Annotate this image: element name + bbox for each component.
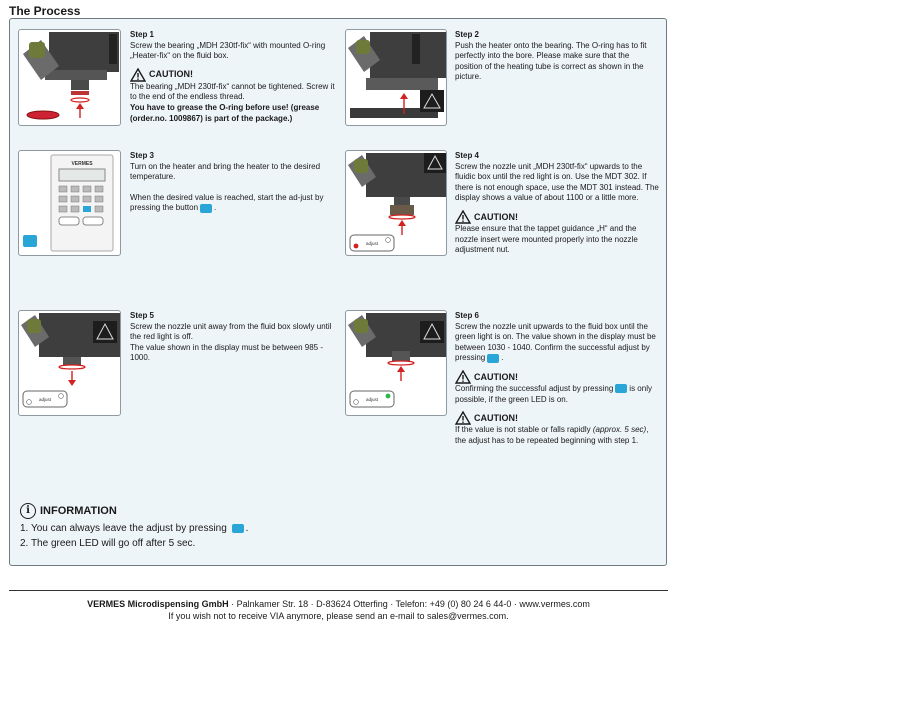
step6-caution2-text-b: , the adjust has to be repeated beginning with step 1. (455, 425, 649, 445)
step4-heading: Step 4 (455, 151, 480, 160)
step1-caution-label: CAUTION! (149, 69, 193, 80)
adjust-label: adjust (365, 241, 379, 246)
step4-text: Screw the nozzle unit „MDH 230tf-fix“ upwards to the fluidic box until the red light is on. Use the MDT 302. If there is not enough space, use the MDT 301 instead. The display shows a value of about 1100 or a little more. (455, 161, 659, 203)
step4 (455, 151, 661, 256)
adjust-label: adjust (38, 397, 52, 402)
step3-text2: When the desired value is reached, start the ad-just by pressing the button (130, 192, 324, 213)
step4-caution (455, 210, 661, 224)
step6-caution (455, 370, 661, 384)
footer (9, 598, 668, 622)
footer-unsubscribe: If you wish not to receive VIA anymore, please send an e-mail to sales@vermes.com. (168, 611, 509, 621)
step4-caution-text: Please ensure that the tappet guidance „H“ and the nozzle insert were mounted properly into the nozzle adjustment nut. (455, 223, 638, 255)
step2 (455, 30, 659, 83)
step1-image (18, 29, 121, 126)
step1-caution-bold: You have to grease the O-ring before use! (grease (order.no. 1009867) is part of the package.) (130, 102, 320, 123)
page-title: The Process (9, 4, 81, 18)
step4-caution-label: CAUTION! (474, 211, 518, 222)
step6-text: Screw the nozzle unit upwards to the fluid box until the green light is on. The value shown in the display must be between 1030 - 1040. Confirm the successful adjust by pressing (455, 321, 656, 363)
warning-icon (455, 370, 471, 384)
step6-caution2-italic: (approx. 5 sec) (592, 425, 647, 435)
info-line2: 2. The green LED will go off after 5 sec. (20, 538, 196, 549)
step3: Step 3 Turn on the heater and bring the heater to the desired temperature. When the desired value is reached, start the ad-just by pressing the button . (130, 151, 336, 214)
step3-heading: Step 3 (130, 151, 155, 160)
warning-icon (455, 210, 471, 224)
info-line1: 1. You can always leave the adjust by pressing (20, 523, 227, 534)
step5-heading: Step 5 (130, 311, 155, 320)
step2-text: Push the heater onto the bearing. The O-ring has to fit perfectly into the bore. Please make sure that the position of the heating tube is correct as shown in the picture. (455, 40, 647, 82)
step1-caution (130, 68, 336, 82)
step5-image (18, 310, 121, 416)
step6-caution-text-a: Confirming the successful adjust by pressing (455, 383, 614, 393)
step1-caution-text: The bearing „MDH 230tf-fix“ cannot be tightened. Screw it to the end of the endless thread. (130, 81, 335, 102)
information-section (20, 503, 248, 549)
step1 (130, 30, 336, 124)
step6-caution-label: CAUTION! (474, 371, 518, 382)
step6: Step 6 Screw the nozzle unit upwards to the fluid box until the green light is on. The value shown in the display must be between 1030 - 1040. Confirm the successful adjust by pressing . CAUTION! Confirming the successful adjust by pressing is only possible, if the green LED is on. CAUTION! If the value is not stable or falls rapidly (approx. 5 sec), the adjust has to be repeated beginning with step 1. (455, 311, 661, 446)
step6-caution-text-b: is only possible, if the green LED is on. (455, 383, 652, 404)
step6-image (345, 310, 447, 416)
adj-button-icon (200, 204, 212, 213)
info-icon: i (20, 503, 36, 519)
step3-text: Turn on the heater and bring the heater to the desired temperature. (130, 161, 321, 182)
warning-icon (130, 68, 146, 82)
adjust-label: adjust (365, 397, 379, 402)
device-brand: VERMES (71, 161, 93, 167)
information-heading: INFORMATION (40, 505, 117, 517)
step2-image (345, 29, 447, 126)
footer-company: VERMES Microdispensing GmbH (87, 599, 229, 609)
step6-caution2 (455, 411, 661, 425)
confirm-button-icon (615, 384, 627, 393)
step1-heading: Step 1 (130, 30, 155, 39)
step4-image (345, 150, 447, 256)
process-panel (9, 18, 667, 566)
footer-divider (9, 590, 668, 591)
info-line1-end: . (245, 523, 249, 534)
step1-text: Screw the bearing „MDH 230tf-fix“ with mounted O-ring „Heater-fix“ on the fluid box. (130, 40, 326, 61)
step5 (130, 311, 336, 364)
confirm-button-icon (487, 354, 499, 363)
step6-heading: Step 6 (455, 311, 480, 320)
step2-heading: Step 2 (455, 30, 480, 39)
warning-icon (455, 411, 471, 425)
step6-caution2-label: CAUTION! (474, 412, 518, 423)
step5-text: Screw the nozzle unit away from the fluid box slowly until the red light is off. (130, 321, 332, 342)
step5-text2: The value shown in the display must be between 985 - 1000. (130, 342, 324, 363)
footer-address: · Palnkamer Str. 18 · D-83624 Otterfing · Telefon: +49 (0) 80 24 6 44-0 · www.vermes.com (228, 599, 590, 609)
step3-image (18, 150, 121, 256)
esc-button-icon (232, 524, 244, 533)
step6-caution2-text-a: If the value is not stable or falls rapidly (455, 425, 591, 435)
